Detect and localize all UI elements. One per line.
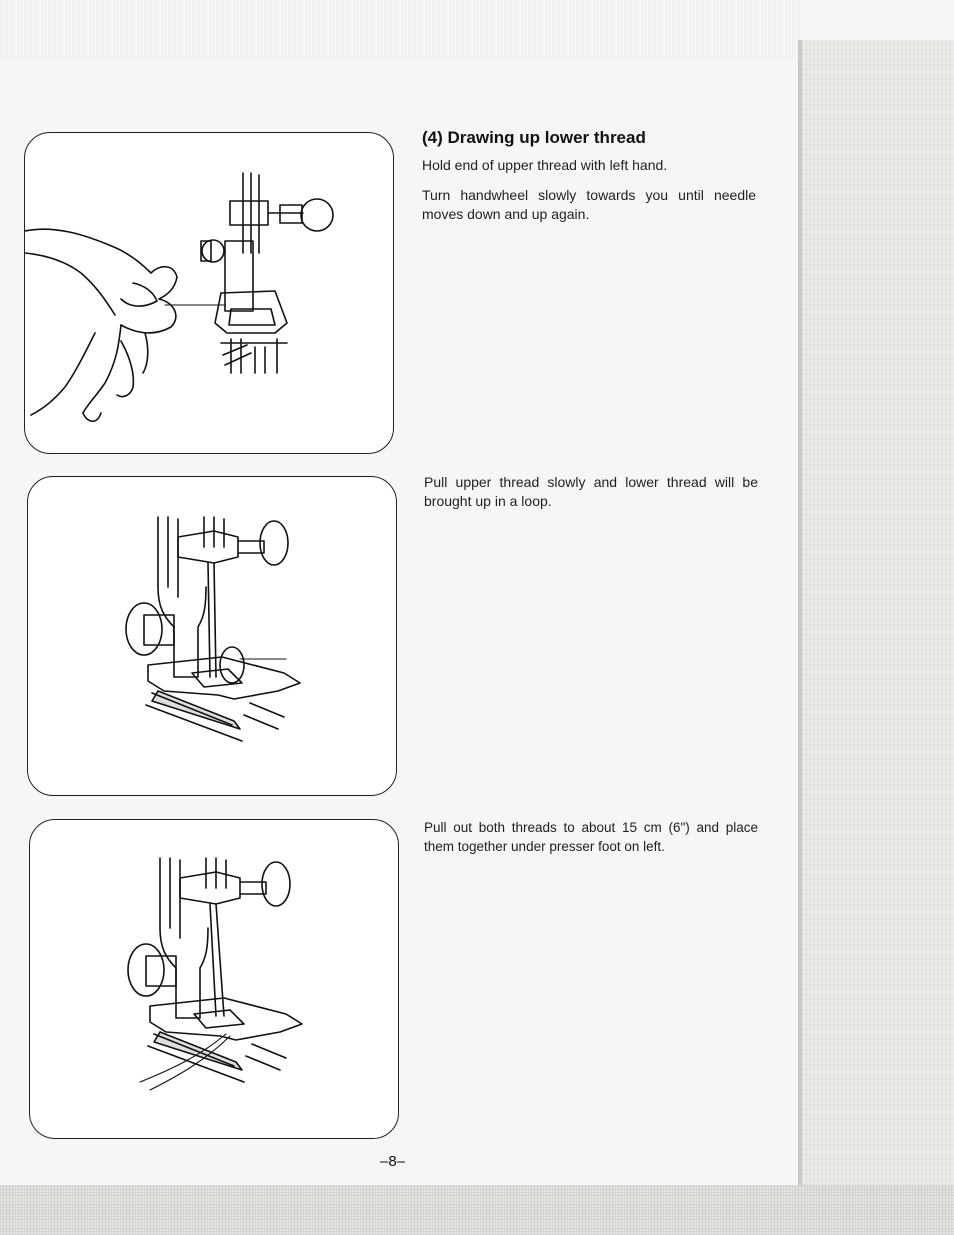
page-number: –8–: [380, 1153, 406, 1170]
section-heading: (4) Drawing up lower thread: [422, 128, 646, 147]
step-text-hold-thread: Hold end of upper thread with left hand.: [422, 157, 668, 173]
scan-right-margin: [798, 40, 954, 1190]
illustration-hand-holding-thread: [24, 132, 394, 454]
threads-under-foot-icon: [30, 820, 398, 1138]
scan-top-margin: [0, 0, 800, 60]
illustration-lower-thread-loop: [27, 476, 397, 796]
illustration-threads-under-foot: [29, 819, 399, 1139]
step-text-turn-handwheel: Turn handwheel slowly towards you until needle moves down and up again.: [422, 187, 756, 222]
scan-bottom-margin: [0, 1185, 954, 1235]
step-text-pull-both-threads: Pull out both threads to about 15 cm (6") and place them together under presser foot on left.: [424, 820, 758, 854]
sewing-machine-hand-icon: [25, 133, 393, 453]
step-text-pull-upper-thread: Pull upper thread slowly and lower thread will be brought up in a loop.: [424, 474, 758, 509]
presser-foot-loop-icon: [28, 477, 396, 795]
